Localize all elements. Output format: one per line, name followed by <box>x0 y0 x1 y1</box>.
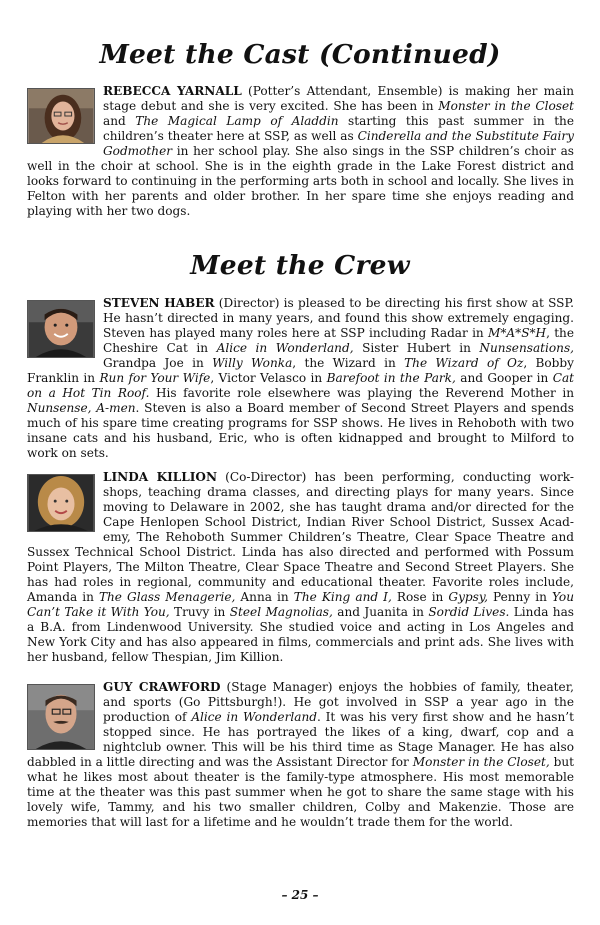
bio-name: LINDA KILLION <box>103 470 217 484</box>
bio-name: REBECCA YARNALL <box>103 84 242 98</box>
portrait-steven-photo <box>27 300 95 358</box>
bio-name: GUY CRAWFORD <box>103 680 221 694</box>
portrait-linda-icon <box>28 475 94 531</box>
portrait-guy-photo <box>27 684 95 750</box>
bio-guy-crawford: GUY CRAWFORD (Stage Manager) enjoys the hobbies of family, theater, and sports (Go Pittsburgh!). He got involved in SSP a year ago in the production of Alice in Wonderland. It was his very first show and he hasn’t stopped since. He has portrayed the likes of a king, dwarf, cop and a nightclub owner. This will be his third time as Stage Manager. He has also dabbled in a little directing and was the Assistant Director for Monster in the Closet, but what he likes most about theater is the family-type atmosphere. His most memorable time at the theater was this past summer when he got to share the same stage with his lovely wife, Tammy, and his two smaller children, Colby and Makenzie. Those are memories that will last for a lifetime and he wouldn’t trade them for the world. <box>27 680 574 829</box>
page-number: – 25 – <box>281 888 319 902</box>
cast-heading: Meet the Cast (Continued) <box>99 39 501 70</box>
bio-linda-killion: LINDA KILLION (Co-Director) has been performing, conducting work-shops, teaching drama classes, and directing plays for many years. Since moving to Delaware in 2002, she has taught drama and/or directed for the Cape Henlopen School District, Indian River School District, Sussex Acad-emy, The Rehoboth Summer Children’s Theatre, Clear Space Theatre and Sussex Technical School District. Linda has also directed and performed with Possum Point Players, The Milton Theatre, Clear Space Theatre and Second Street Players. She has had roles in regional, community and educational theater. Favorite roles include, Amanda in The Glass Menagerie, Anna in The King and I, Rose in Gypsy, Penny in You Can’t Take it With You, Truvy in Steel Magnolias, and Juanita in Sordid Lives. Linda has a B.A. from Lindenwood University. She studied voice and acting in Los Angeles and New York City and has also appeared in films, commercials and print ads. She lives with her husband, fellow Thespian, Jim Killion. <box>27 470 574 664</box>
portrait-rebecca-photo <box>27 88 95 144</box>
crew-heading: Meet the Crew <box>190 250 410 281</box>
bio-name: STEVEN HABER <box>103 296 215 310</box>
bio-rebecca-yarnall: REBECCA YARNALL (Potter’s Attendant, Ensemble) is making her main stage debut and she is very excited. She has been in Monster in the Closet and The Magical Lamp of Aladdin starting this past summer in the children’s theater here at SSP, as well as Cinderella and the Substitute Fairy Godmother in her school play. She also sings in the SSP children’s choir as well in the choir at school. She is in the eighth grade in the Lake Forest district and looks forward to continuing in the performing arts both in school and locally. She lives in Felton with her parents and older brother. In her spare time she enjoys reading and playing with her two dogs. <box>27 84 575 218</box>
bio-steven-haber: STEVEN HABER (Director) is pleased to be directing his first show at SSP. He hasn’t directed in many years, and found this show extremely engaging. Steven has played many roles here at SSP including Radar in M*A*S*H, the Cheshire Cat in Alice in Wonderland, Sister Hubert in Nunsensations, Grandpa Joe in Willy Wonka, the Wizard in The Wizard of Oz, Bobby Franklin in Run for Your Wife, Victor Velasco in Barefoot in the Park, and Gooper in Cat on a Hot Tin Roof. His favorite role elsewhere was playing the Reverend Mother in Nunsense, A-men. Steven is also a Board member of Second Street Players and spends much of his spare time creating programs for SSP shows. He lives in Rehoboth with two insane cats and his husband, Eric, who is often kidnapped and brought to Milford to work on sets. <box>27 296 575 460</box>
portrait-guy-icon <box>28 685 94 749</box>
portrait-steven-icon <box>28 301 94 357</box>
portrait-linda-photo <box>27 474 95 532</box>
portrait-rebecca-icon <box>28 89 94 143</box>
